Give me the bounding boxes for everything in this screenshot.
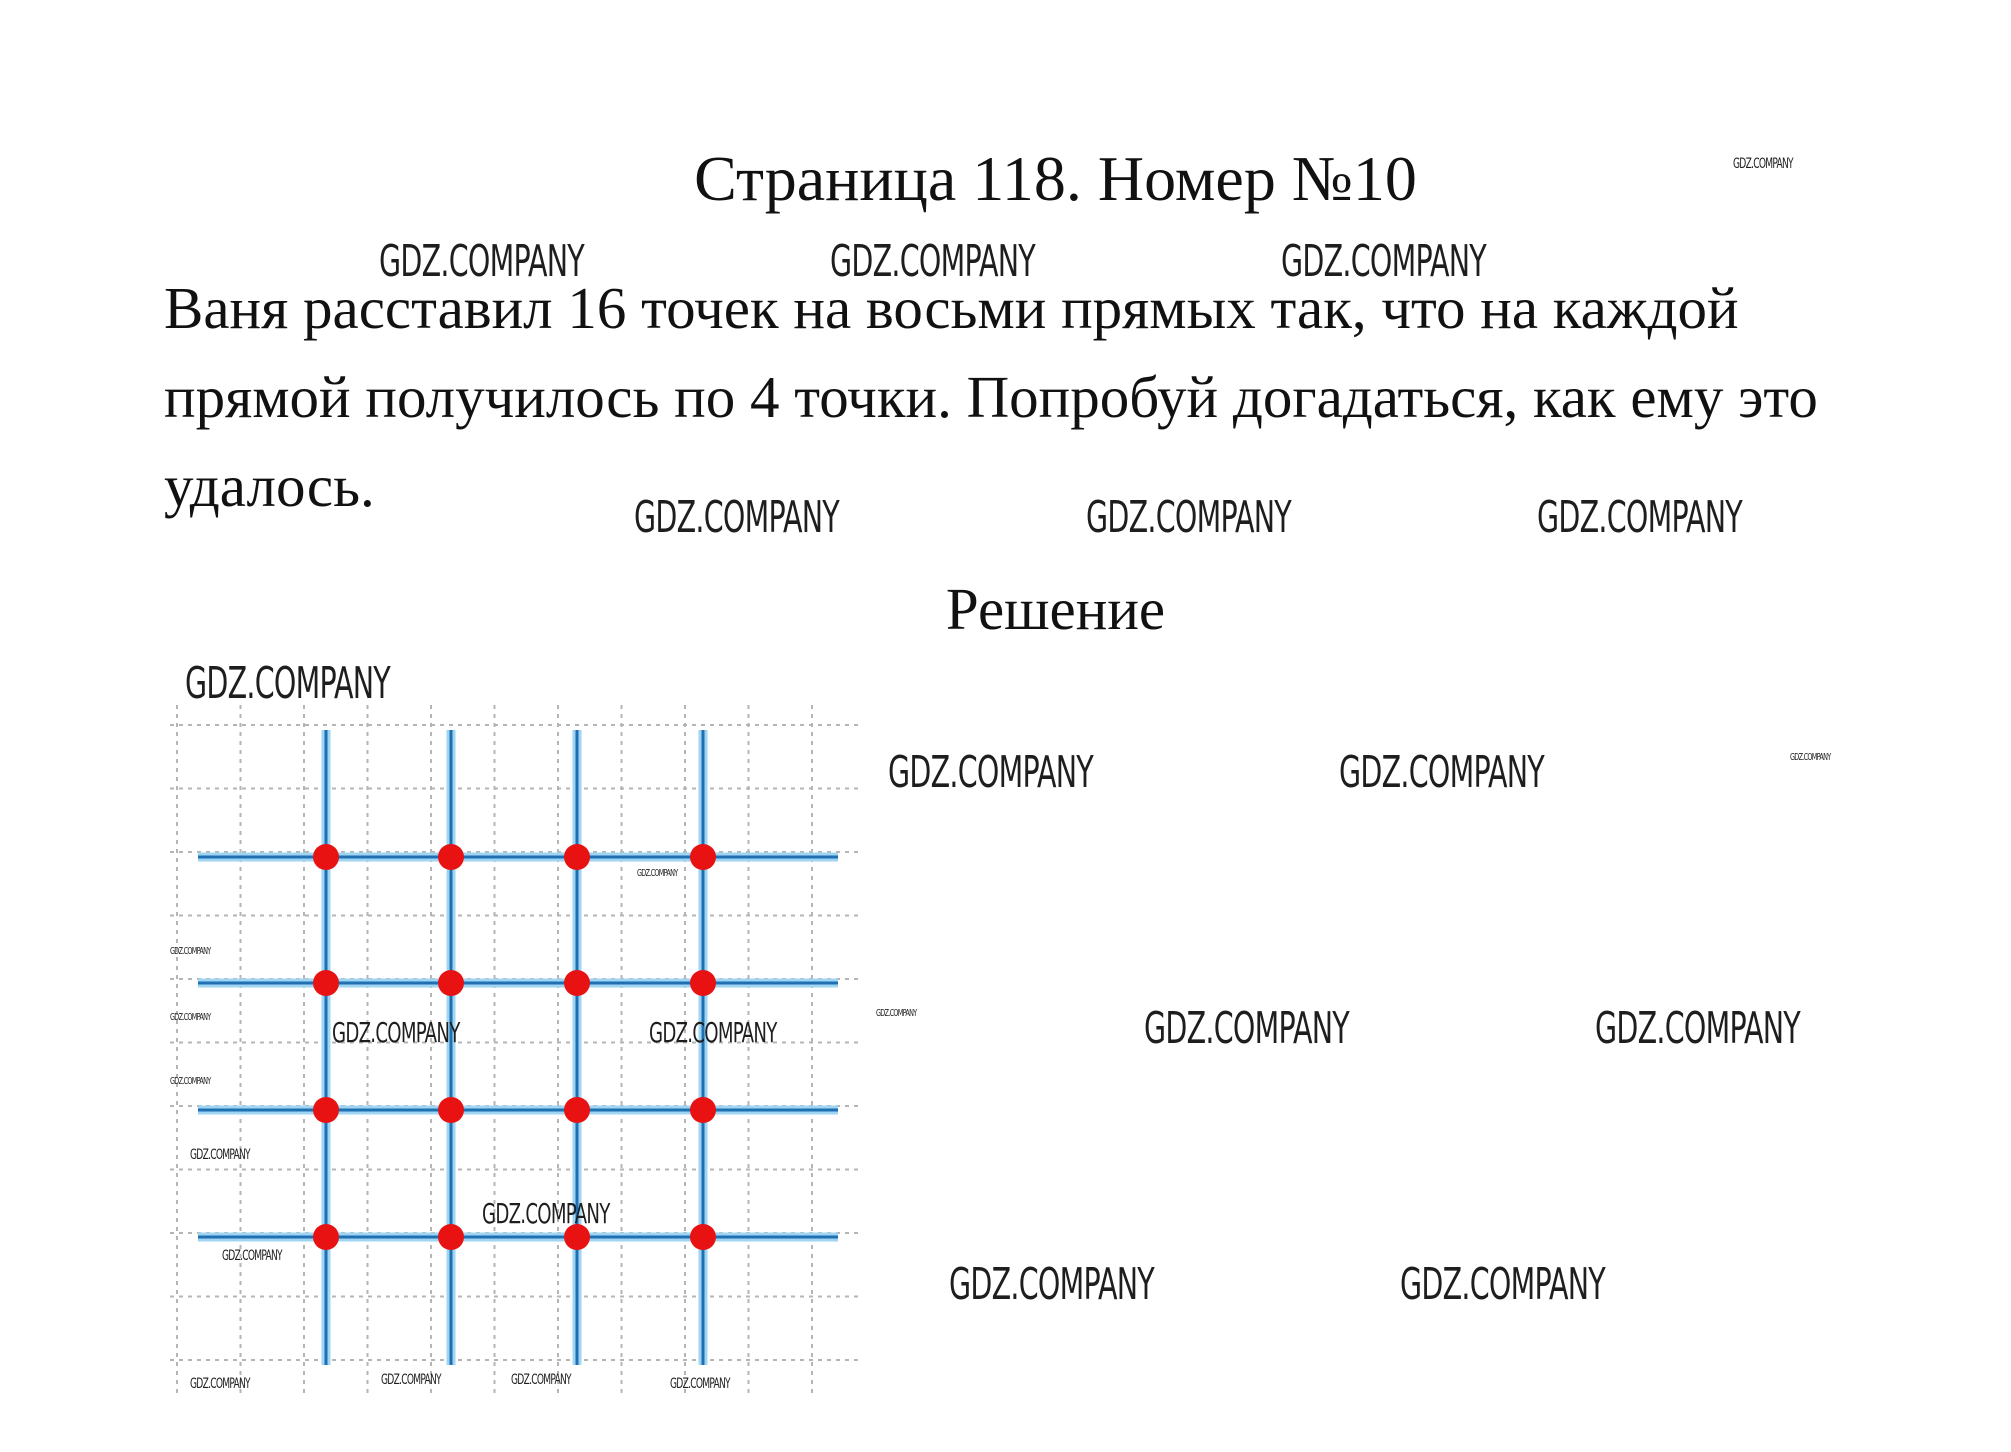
watermark: GDZ.COMPANY: [670, 1376, 730, 1392]
watermark: GDZ.COMPANY: [1400, 1259, 1605, 1310]
solution-point: [690, 1224, 716, 1250]
watermark: GDZ.COMPANY: [222, 1248, 282, 1264]
problem-line-1: Ваня расставил 16 точек на восьми прямых так, что на каждой: [164, 275, 1739, 341]
solution-point: [564, 970, 590, 996]
watermark: GDZ.COMPANY: [190, 1376, 250, 1392]
watermark: GDZ.COMPANY: [1144, 1003, 1349, 1054]
watermark: GDZ.COMPANY: [170, 1012, 211, 1023]
solution-point: [438, 844, 464, 870]
solution-point: [313, 844, 339, 870]
solution-point: [313, 1224, 339, 1250]
watermark: GDZ.COMPANY: [170, 946, 211, 957]
watermark: GDZ.COMPANY: [649, 1016, 777, 1049]
watermark: GDZ.COMPANY: [190, 1147, 250, 1163]
watermark: GDZ.COMPANY: [185, 658, 390, 709]
problem-line-3: удалось.: [164, 453, 375, 519]
solution-point: [438, 970, 464, 996]
watermark: GDZ.COMPANY: [511, 1372, 571, 1388]
solution-point: [564, 844, 590, 870]
solution-point: [313, 970, 339, 996]
watermark: GDZ.COMPANY: [1790, 752, 1831, 763]
watermark: GDZ.COMPANY: [381, 1372, 441, 1388]
solution-heading: Решение: [945, 576, 1166, 642]
problem-text: [164, 264, 1864, 531]
solution-point: [690, 844, 716, 870]
watermark: GDZ.COMPANY: [634, 492, 839, 543]
watermark: GDZ.COMPANY: [482, 1197, 610, 1230]
watermark: GDZ.COMPANY: [1086, 492, 1291, 543]
solution-point: [690, 970, 716, 996]
problem-line-2: прямой получилось по 4 точки. Попробуй догадаться, как ему это: [164, 364, 1818, 430]
watermark: GDZ.COMPANY: [876, 1008, 917, 1019]
page-title: Страница 118. Номер №10: [694, 143, 1417, 214]
watermark: GDZ.COMPANY: [1733, 156, 1793, 172]
solution-point: [690, 1097, 716, 1123]
watermark: GDZ.COMPANY: [1281, 236, 1486, 287]
watermark: GDZ.COMPANY: [1595, 1003, 1800, 1054]
watermark: GDZ.COMPANY: [379, 236, 584, 287]
watermark: GDZ.COMPANY: [949, 1259, 1154, 1310]
watermark: GDZ.COMPANY: [830, 236, 1035, 287]
dotted-grid: [170, 705, 860, 1395]
watermark: GDZ.COMPANY: [170, 1076, 211, 1087]
watermark: GDZ.COMPANY: [1537, 492, 1742, 543]
watermark: GDZ.COMPANY: [888, 747, 1093, 798]
solution-point: [564, 1097, 590, 1123]
solution-point: [313, 1097, 339, 1123]
watermark: GDZ.COMPANY: [332, 1016, 460, 1049]
watermark: GDZ.COMPANY: [1339, 747, 1544, 798]
watermark: GDZ.COMPANY: [637, 868, 678, 879]
solution-point: [438, 1097, 464, 1123]
solution-figure: [170, 705, 860, 1395]
solution-point: [438, 1224, 464, 1250]
